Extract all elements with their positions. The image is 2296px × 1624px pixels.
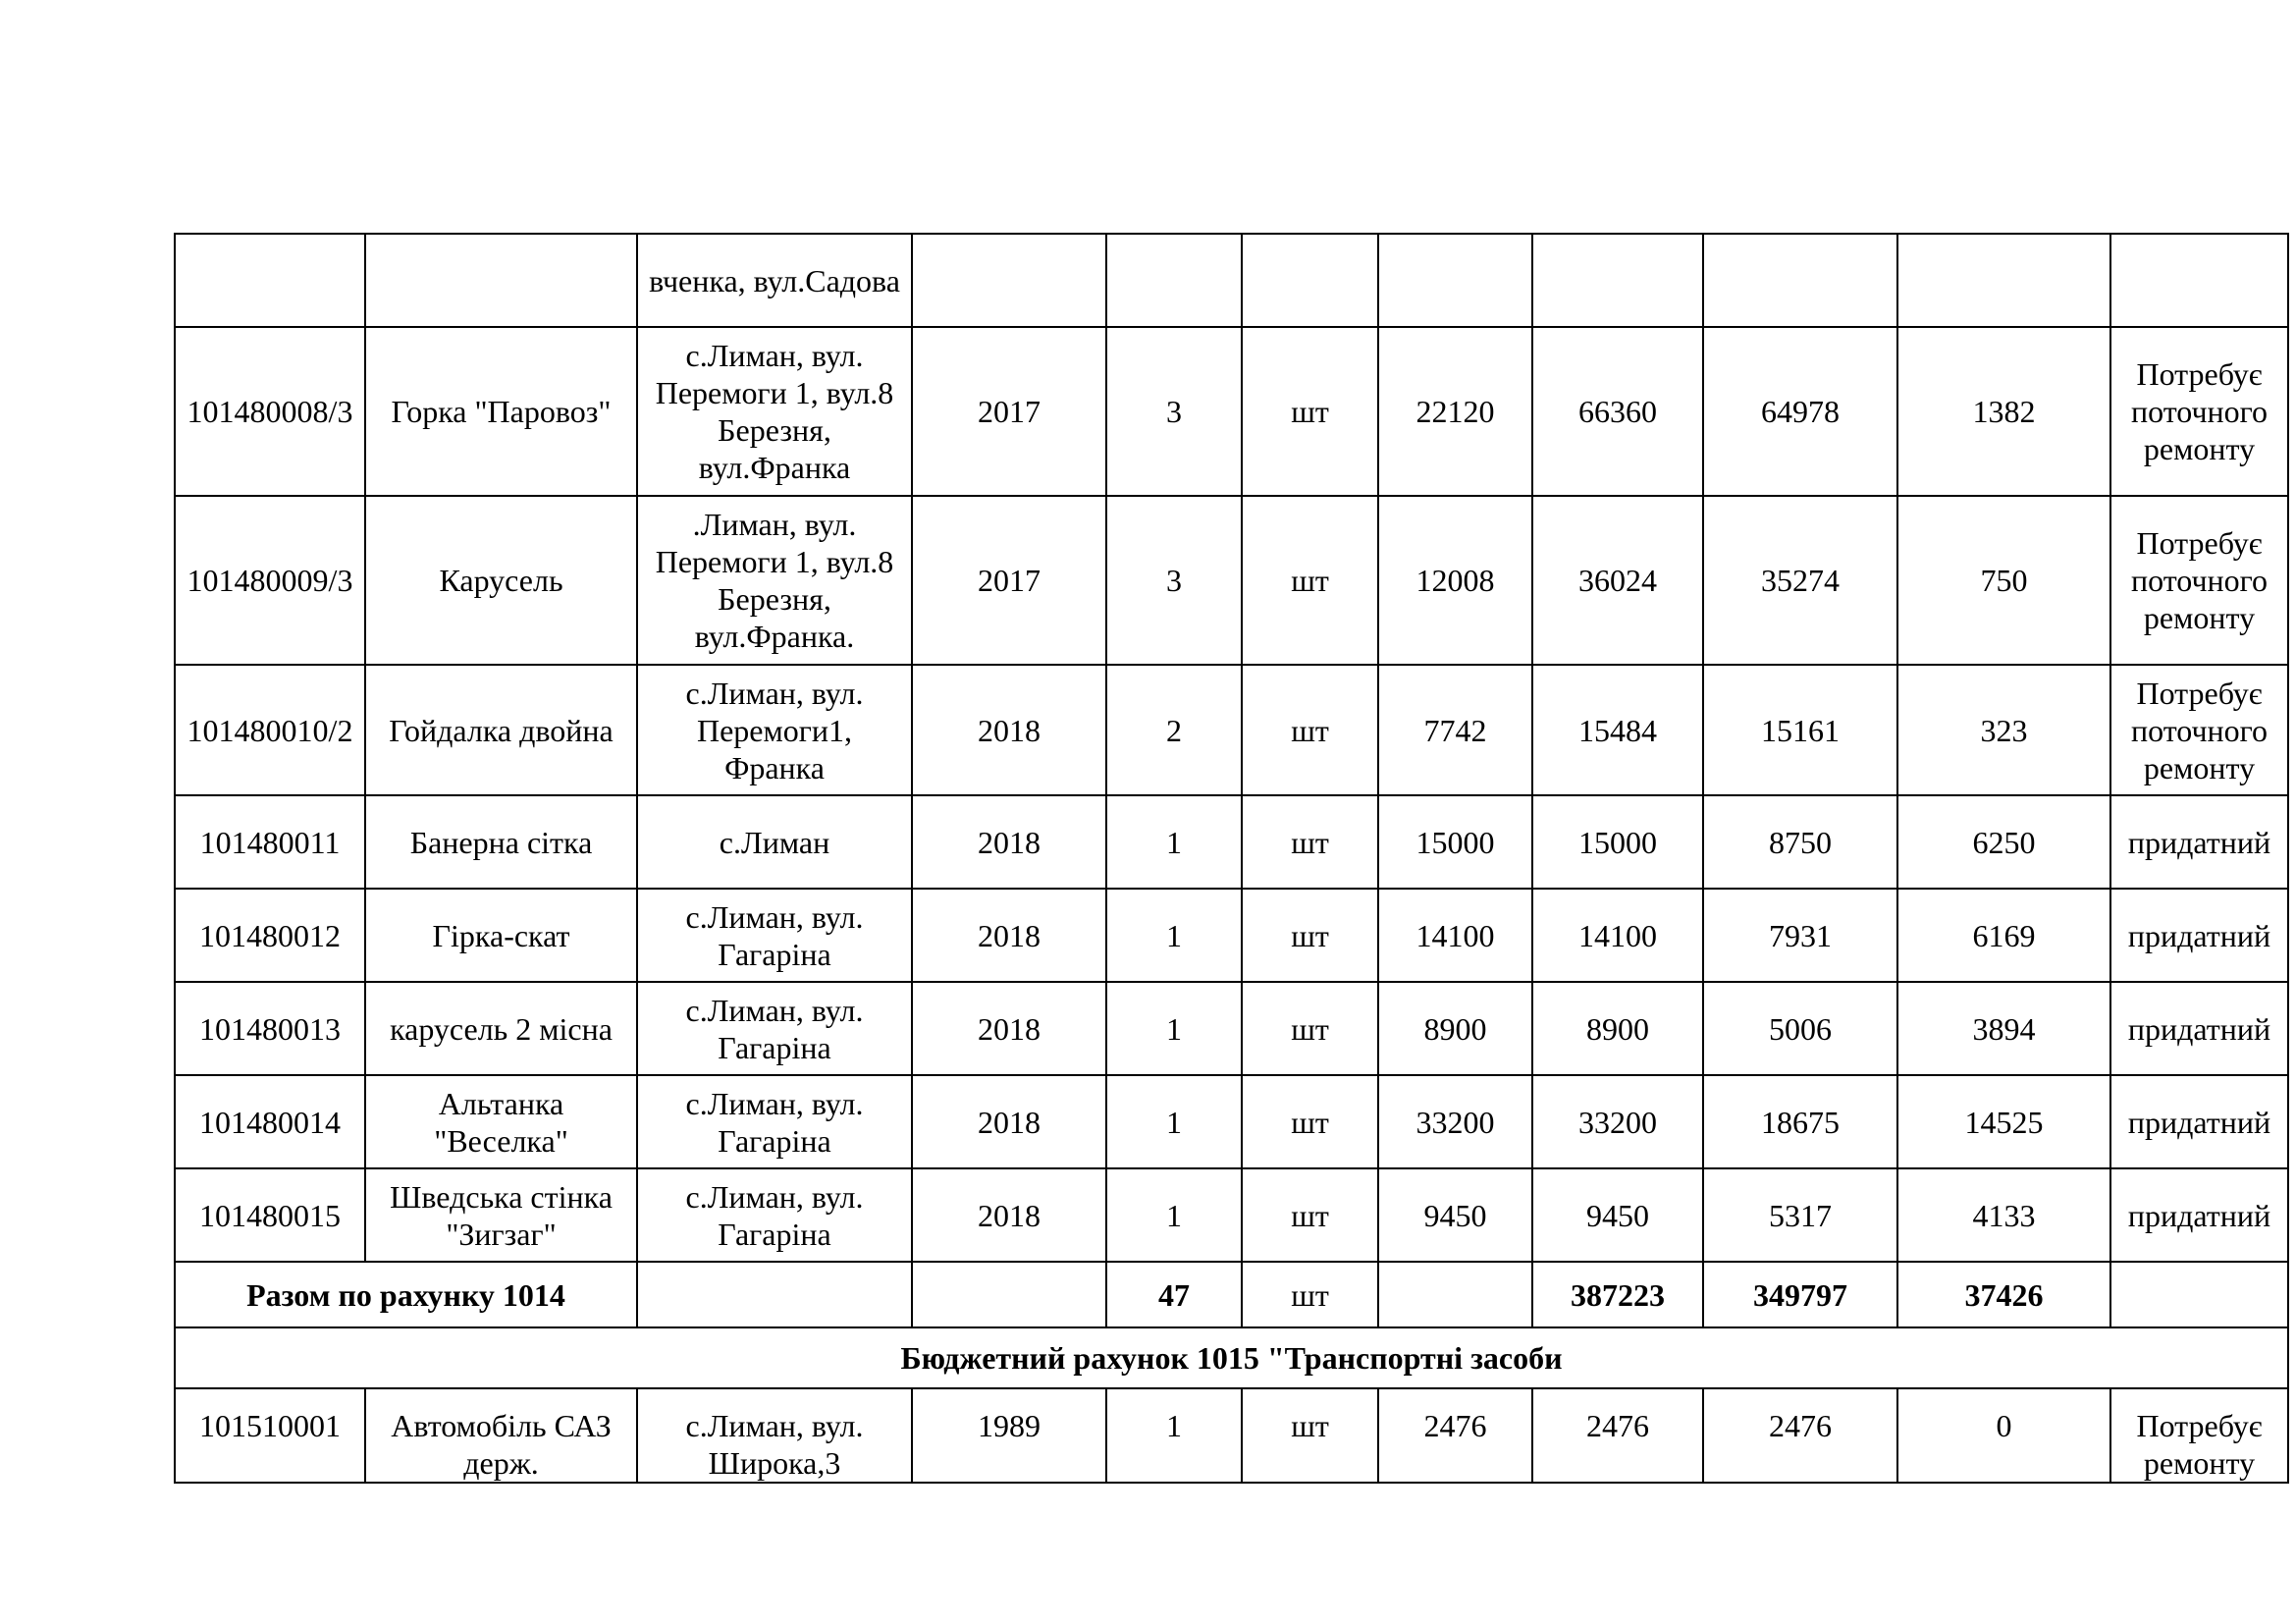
qty-cell <box>1106 234 1242 327</box>
price-cell: 12008 <box>1378 496 1532 665</box>
name-cell: карусель 2 місна <box>365 982 637 1075</box>
total-qty: 47 <box>1106 1262 1242 1327</box>
unit-cell: шт <box>1242 982 1378 1075</box>
qty-cell: 1 <box>1106 795 1242 889</box>
price-cell: 2476 <box>1378 1388 1532 1483</box>
wear-cell: 15161 <box>1703 665 1897 795</box>
wear-cell: 5006 <box>1703 982 1897 1075</box>
name-cell: Карусель <box>365 496 637 665</box>
section-row <box>175 1327 2288 1388</box>
residual-cell: 323 <box>1897 665 2110 795</box>
residual-cell: 3894 <box>1897 982 2110 1075</box>
total-empty-cell <box>2110 1262 2288 1327</box>
table-row <box>175 665 2288 795</box>
code-cell: 101480013 <box>175 982 365 1075</box>
qty-cell: 1 <box>1106 889 1242 982</box>
unit-cell: шт <box>1242 889 1378 982</box>
unit-cell: шт <box>1242 496 1378 665</box>
unit-cell: шт <box>1242 1075 1378 1168</box>
total-cell: 36024 <box>1532 496 1703 665</box>
total-wear: 349797 <box>1703 1262 1897 1327</box>
year-cell: 1989 <box>912 1388 1106 1483</box>
code-cell: 101480014 <box>175 1075 365 1168</box>
code-cell: 101510001 <box>175 1388 365 1483</box>
unit-cell: шт <box>1242 1388 1378 1483</box>
residual-cell: 6250 <box>1897 795 2110 889</box>
qty-cell: 1 <box>1106 982 1242 1075</box>
qty-cell: 2 <box>1106 665 1242 795</box>
code-cell: 101480011 <box>175 795 365 889</box>
table-row <box>175 795 2288 889</box>
inventory-table <box>174 233 2289 1484</box>
total-label: Разом по рахунку 1014 <box>175 1262 637 1327</box>
unit-cell: шт <box>1242 795 1378 889</box>
state-cell <box>2110 234 2288 327</box>
total-cell <box>1532 234 1703 327</box>
wear-cell: 8750 <box>1703 795 1897 889</box>
table-row <box>175 496 2288 665</box>
qty-cell: 3 <box>1106 327 1242 496</box>
qty-cell: 1 <box>1106 1388 1242 1483</box>
residual-cell <box>1897 234 2110 327</box>
year-cell: 2018 <box>912 889 1106 982</box>
unit-cell: шт <box>1242 665 1378 795</box>
address-cell: с.Лиман, вул. Перемоги1, Франка <box>637 665 912 795</box>
code-cell <box>175 234 365 327</box>
state-cell: придатний <box>2110 795 2288 889</box>
state-cell: придатний <box>2110 889 2288 982</box>
total-sum: 387223 <box>1532 1262 1703 1327</box>
year-cell: 2018 <box>912 795 1106 889</box>
wear-cell: 18675 <box>1703 1075 1897 1168</box>
table-row <box>175 327 2288 496</box>
total-unit: шт <box>1242 1262 1378 1327</box>
year-cell: 2018 <box>912 1168 1106 1262</box>
address-cell: с.Лиман, вул. Гагаріна <box>637 1168 912 1262</box>
total-cell: 9450 <box>1532 1168 1703 1262</box>
total-empty-cell <box>637 1262 912 1327</box>
code-cell: 101480015 <box>175 1168 365 1262</box>
table-row <box>175 234 2288 327</box>
name-cell <box>365 234 637 327</box>
qty-cell: 1 <box>1106 1168 1242 1262</box>
name-cell: Автомобіль САЗ держ. <box>365 1388 637 1483</box>
section-title: Бюджетний рахунок 1015 "Транспортні засоби <box>175 1327 2288 1388</box>
wear-cell: 64978 <box>1703 327 1897 496</box>
year-cell: 2017 <box>912 496 1106 665</box>
residual-cell: 750 <box>1897 496 2110 665</box>
price-cell: 33200 <box>1378 1075 1532 1168</box>
address-cell: с.Лиман, вул. Широка,3 <box>637 1388 912 1483</box>
total-empty-cell <box>912 1262 1106 1327</box>
residual-cell: 4133 <box>1897 1168 2110 1262</box>
qty-cell: 3 <box>1106 496 1242 665</box>
name-cell: Гірка-скат <box>365 889 637 982</box>
table-row <box>175 982 2288 1075</box>
address-cell: с.Лиман <box>637 795 912 889</box>
wear-cell: 5317 <box>1703 1168 1897 1262</box>
address-cell: с.Лиман, вул. Гагаріна <box>637 982 912 1075</box>
name-cell: Альтанка "Веселка" <box>365 1075 637 1168</box>
total-cell: 33200 <box>1532 1075 1703 1168</box>
address-cell: с.Лиман, вул. Перемоги 1, вул.8 Березня, вул.Франка <box>637 327 912 496</box>
year-cell: 2018 <box>912 982 1106 1075</box>
residual-cell: 14525 <box>1897 1075 2110 1168</box>
state-cell: Потребує ремонту <box>2110 1388 2288 1483</box>
address-cell: .Лиман, вул. Перемоги 1, вул.8 Березня, вул.Франка. <box>637 496 912 665</box>
price-cell: 14100 <box>1378 889 1532 982</box>
unit-cell <box>1242 234 1378 327</box>
wear-cell: 2476 <box>1703 1388 1897 1483</box>
residual-cell: 0 <box>1897 1388 2110 1483</box>
year-cell: 2017 <box>912 327 1106 496</box>
total-cell: 8900 <box>1532 982 1703 1075</box>
price-cell: 15000 <box>1378 795 1532 889</box>
table-row <box>175 1075 2288 1168</box>
state-cell: придатний <box>2110 1075 2288 1168</box>
code-cell: 101480008/3 <box>175 327 365 496</box>
code-cell: 101480012 <box>175 889 365 982</box>
state-cell: Потребує поточного ремонту <box>2110 665 2288 795</box>
wear-cell: 7931 <box>1703 889 1897 982</box>
name-cell: Гойдалка двойна <box>365 665 637 795</box>
wear-cell: 35274 <box>1703 496 1897 665</box>
state-cell: придатний <box>2110 1168 2288 1262</box>
price-cell: 8900 <box>1378 982 1532 1075</box>
name-cell: Горка "Паровоз" <box>365 327 637 496</box>
name-cell: Шведська стінка "Зигзаг" <box>365 1168 637 1262</box>
address-cell: с.Лиман, вул. Гагаріна <box>637 889 912 982</box>
price-cell: 7742 <box>1378 665 1532 795</box>
table-row <box>175 1388 2288 1483</box>
total-cell: 66360 <box>1532 327 1703 496</box>
total-row <box>175 1262 2288 1327</box>
total-empty-cell <box>1378 1262 1532 1327</box>
qty-cell: 1 <box>1106 1075 1242 1168</box>
wear-cell <box>1703 234 1897 327</box>
code-cell: 101480010/2 <box>175 665 365 795</box>
residual-cell: 1382 <box>1897 327 2110 496</box>
total-cell: 15000 <box>1532 795 1703 889</box>
name-cell: Банерна сітка <box>365 795 637 889</box>
state-cell: Потребує поточного ремонту <box>2110 496 2288 665</box>
code-cell: 101480009/3 <box>175 496 365 665</box>
price-cell <box>1378 234 1532 327</box>
unit-cell: шт <box>1242 1168 1378 1262</box>
price-cell: 22120 <box>1378 327 1532 496</box>
total-cell: 2476 <box>1532 1388 1703 1483</box>
table-row <box>175 889 2288 982</box>
year-cell: 2018 <box>912 665 1106 795</box>
state-cell: придатний <box>2110 982 2288 1075</box>
total-residual: 37426 <box>1897 1262 2110 1327</box>
unit-cell: шт <box>1242 327 1378 496</box>
address-cell: вченка, вул.Садова <box>637 234 912 327</box>
year-cell <box>912 234 1106 327</box>
residual-cell: 6169 <box>1897 889 2110 982</box>
price-cell: 9450 <box>1378 1168 1532 1262</box>
year-cell: 2018 <box>912 1075 1106 1168</box>
total-cell: 15484 <box>1532 665 1703 795</box>
table-row <box>175 1168 2288 1262</box>
address-cell: с.Лиман, вул. Гагаріна <box>637 1075 912 1168</box>
state-cell: Потребує поточного ремонту <box>2110 327 2288 496</box>
total-cell: 14100 <box>1532 889 1703 982</box>
